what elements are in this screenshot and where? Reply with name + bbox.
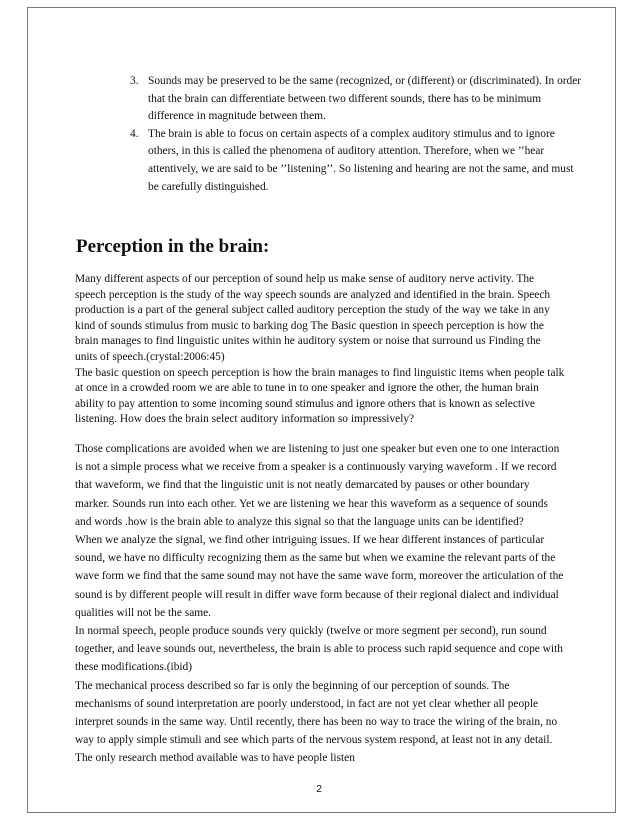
paragraph: In normal speech, people produce sounds very quickly (twelve or more segment per second), run sound together, and leave sounds out, nevertheless, the brain is able to process such rapid sequence and cope with these modifications.(ibid) <box>75 624 563 674</box>
list-item-number: 4. <box>130 127 139 140</box>
list-item-number: 3. <box>130 75 139 87</box>
paragraph-gap <box>75 428 565 440</box>
body-text <box>75 272 565 768</box>
paragraph: The mechanical process described so far is only the beginning of our perception of sounds. The mechanisms of sound interpretation are poorly understood, in fact are not yet clear whether all people interpret sounds in the same way. Until recently, there has been no way to trace the wiring of the brain, no way to apply simple stimuli and see which parts of the nervous system respond, at least not in any detail. The only research method available was to have people listen <box>75 679 558 765</box>
paragraph: When we analyze the signal, we find other intriguing issues. If we hear different instances of particular sound, we have no difficulty recognizing them as the same but when we examine the relevant parts of the wave form we find that the same sound may not have the same wave form, moreover the articulation of the sound is by different people will result in differ wave form because of their regional dialect and individual qualities will not be the same. <box>75 533 564 619</box>
numbered-list <box>122 73 582 196</box>
list-item <box>122 126 582 196</box>
paragraph: Many different aspects of our perception of sound help us make sense of auditory nerve activity. The speech perception is the study of the way speech sounds are analyzed and identified in the brain. Speech production is a part of the general subject called auditory perception the study of the way we take in any kind of sounds stimulus from music to barking dog The Basic question in speech perception is how the brain manages to find linguistic unites within he auditory system or noise that surround us Finding the units of speech.(crystal:2006:45) <box>75 273 551 363</box>
page-number: 2 <box>316 783 322 795</box>
list-item <box>122 73 582 126</box>
paragraph: The basic question on speech perception is how the brain manages to find linguistic items when people talk at once in a crowded room we are able to tune in to one speaker and ignore the other, the human brain ability to pay attention to some incoming sound stimulus and ignore others that is known as selective listening. How does the brain select auditory information so impressively? <box>75 366 565 426</box>
list-item-text: Sounds may be preserved to be the same (recognized, or (different) or (discriminated). In order that the brain can differentiate between two different sounds, there has to be minimum difference in magnitude between them. <box>148 75 582 123</box>
section-heading: Perception in the brain: <box>76 236 270 257</box>
paragraph: Those complications are avoided when we are listening to just one speaker but even one to one interaction is not a simple process what we receive from a speaker is a continuously varying waveform . If we record that waveform, we find that the linguistic unit is not neatly demarcated by pauses or other boundary marker. Sounds run into each other. Yet we are listening we hear this waveform as a sequence of sounds and words .how is the brain able to analyze this signal so that the language units can be identified? <box>75 442 560 528</box>
list-item-text: The brain is able to focus on certain aspects of a complex auditory stimulus and to ignore others, in this is called the phenomena of auditory attention. Therefore, when we ’’hear attentively, we are said to be ’’listening’’. So listening and hearing are not the same, and must be carefully distinguished. <box>148 127 574 193</box>
